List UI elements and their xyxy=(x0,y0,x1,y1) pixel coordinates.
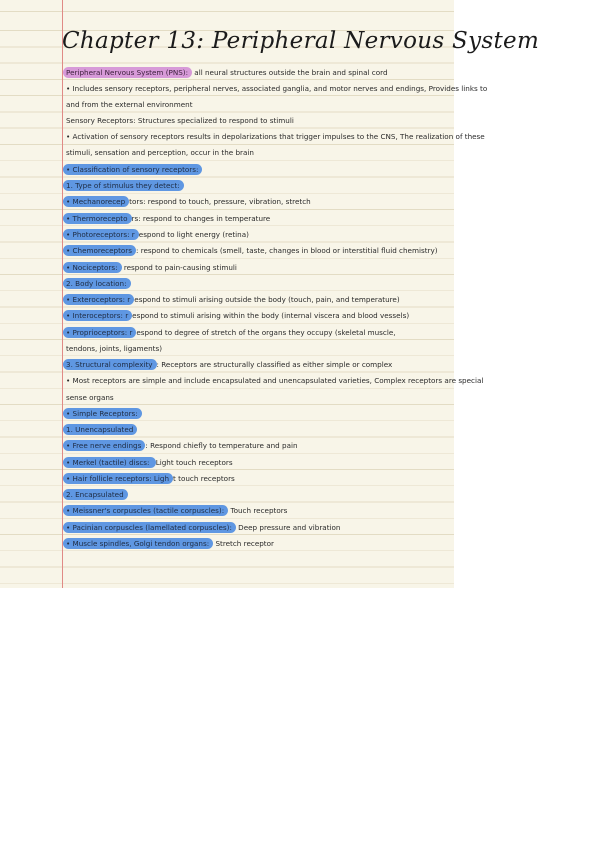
highlighted-term: 1. Type of stimulus they detect: xyxy=(63,180,184,191)
highlighted-term: • Classification of sensory receptors: xyxy=(63,164,202,175)
highlighted-term: • Photoreceptors: r xyxy=(63,229,139,240)
note-text: espond to degree of stretch of the organs they occupy (skeletal muscle, xyxy=(136,328,396,337)
note-text: all neural structures outside the brain and spinal cord xyxy=(192,68,388,77)
note-text: stimuli, sensation and perception, occur in the brain xyxy=(66,148,254,157)
note-line xyxy=(66,539,448,549)
note-line xyxy=(66,458,448,468)
note-line xyxy=(66,393,448,403)
highlighted-term: 2. Body location: xyxy=(63,278,131,289)
page-title: Chapter 13: Peripheral Nervous System xyxy=(62,28,540,54)
note-line xyxy=(66,425,448,435)
highlighted-term: • Free nerve endings xyxy=(63,440,145,451)
note-line xyxy=(66,100,448,110)
note-text: Stretch receptor xyxy=(213,539,274,548)
note-line xyxy=(66,376,484,386)
note-text: : Receptors are structurally classified as either simple or complex xyxy=(156,360,393,369)
note-line xyxy=(66,116,448,126)
note-line xyxy=(66,84,488,94)
note-text: • Activation of sensory receptors results in depolarizations that trigger impulses to the CNS, The realization of these xyxy=(66,132,485,141)
note-line xyxy=(66,230,448,240)
note-line xyxy=(66,214,448,224)
note-text: espond to stimuli arising outside the body (touch, pain, and temperature) xyxy=(134,295,400,304)
note-text: rs: respond to changes in temperature xyxy=(131,214,271,223)
highlighted-term: • Nociceptors: xyxy=(63,262,122,273)
note-line xyxy=(66,279,448,289)
highlighted-term: • Meissner's corpuscles (tactile corpuscles): xyxy=(63,505,228,516)
note-line xyxy=(66,263,448,273)
highlighted-term: • Merkel (tactile) discs: xyxy=(63,457,156,468)
highlighted-term: • Interoceptors: r xyxy=(63,310,132,321)
highlighted-term: • Mechanorecep xyxy=(63,196,129,207)
note-line xyxy=(66,246,448,256)
note-text: respond to pain-causing stimuli xyxy=(121,263,237,272)
note-text: Light touch receptors xyxy=(155,458,233,467)
note-line xyxy=(66,328,448,338)
note-line xyxy=(66,181,448,191)
note-text: Sensory Receptors: Structures specialized to respond to stimuli xyxy=(66,116,294,125)
note-line xyxy=(66,506,448,516)
highlighted-term: • Chemoreceptors xyxy=(63,245,136,256)
note-text: sense organs xyxy=(66,393,114,402)
note-text: Touch receptors xyxy=(228,506,288,515)
note-line xyxy=(66,165,448,175)
note-line xyxy=(66,132,485,142)
note-line xyxy=(66,344,448,354)
note-line xyxy=(66,441,448,451)
highlighted-term: Peripheral Nervous System (PNS): xyxy=(63,67,192,78)
highlighted-term: • Simple Receptors: xyxy=(63,408,142,419)
note-line xyxy=(66,409,448,419)
highlighted-term: • Pacinian corpuscles (lamellated corpuscles): xyxy=(63,522,236,533)
note-text: tendons, joints, ligaments) xyxy=(66,344,163,353)
note-text: Deep pressure and vibration xyxy=(235,523,341,532)
note-text: • Includes sensory receptors, peripheral nerves, associated ganglia, and motor nerves and endings, Provides links to xyxy=(66,84,488,93)
note-line xyxy=(66,490,448,500)
highlighted-term: 1. Unencapsulated xyxy=(63,424,137,435)
note-line xyxy=(66,68,448,78)
note-line xyxy=(66,474,448,484)
highlighted-term: 3. Structural complexity xyxy=(63,359,157,370)
note-text: : Respond chiefly to temperature and pain xyxy=(145,441,298,450)
note-text: espond to stimuli arising within the body (internal viscera and blood vessels) xyxy=(132,311,410,320)
highlighted-term: 2. Encapsulated xyxy=(63,489,128,500)
note-line xyxy=(66,360,448,370)
note-line xyxy=(66,311,448,321)
note-text: and from the external environment xyxy=(66,100,193,109)
note-line xyxy=(66,148,448,158)
note-text: t touch receptors xyxy=(173,474,235,483)
note-text: • Most receptors are simple and include encapsulated and unencapsulated varieties, Complex receptors are special xyxy=(66,376,484,385)
note-line xyxy=(66,197,448,207)
note-line xyxy=(66,523,448,533)
note-text: : respond to chemicals (smell, taste, changes in blood or interstitial fluid chemistry) xyxy=(136,246,438,255)
note-text: espond to light energy (retina) xyxy=(138,230,249,239)
note-text: tors: respond to touch, pressure, vibration, stretch xyxy=(129,197,311,206)
highlighted-term: • Exteroceptors: r xyxy=(63,294,134,305)
highlighted-term: • Hair follicle receptors: Ligh xyxy=(63,473,173,484)
note-line xyxy=(66,295,448,305)
highlighted-term: • Muscle spindles, Golgi tendon organs: xyxy=(63,538,213,549)
highlighted-term: • Proprioceptors: r xyxy=(63,327,136,338)
highlighted-term: • Thermorecepto xyxy=(63,213,132,224)
